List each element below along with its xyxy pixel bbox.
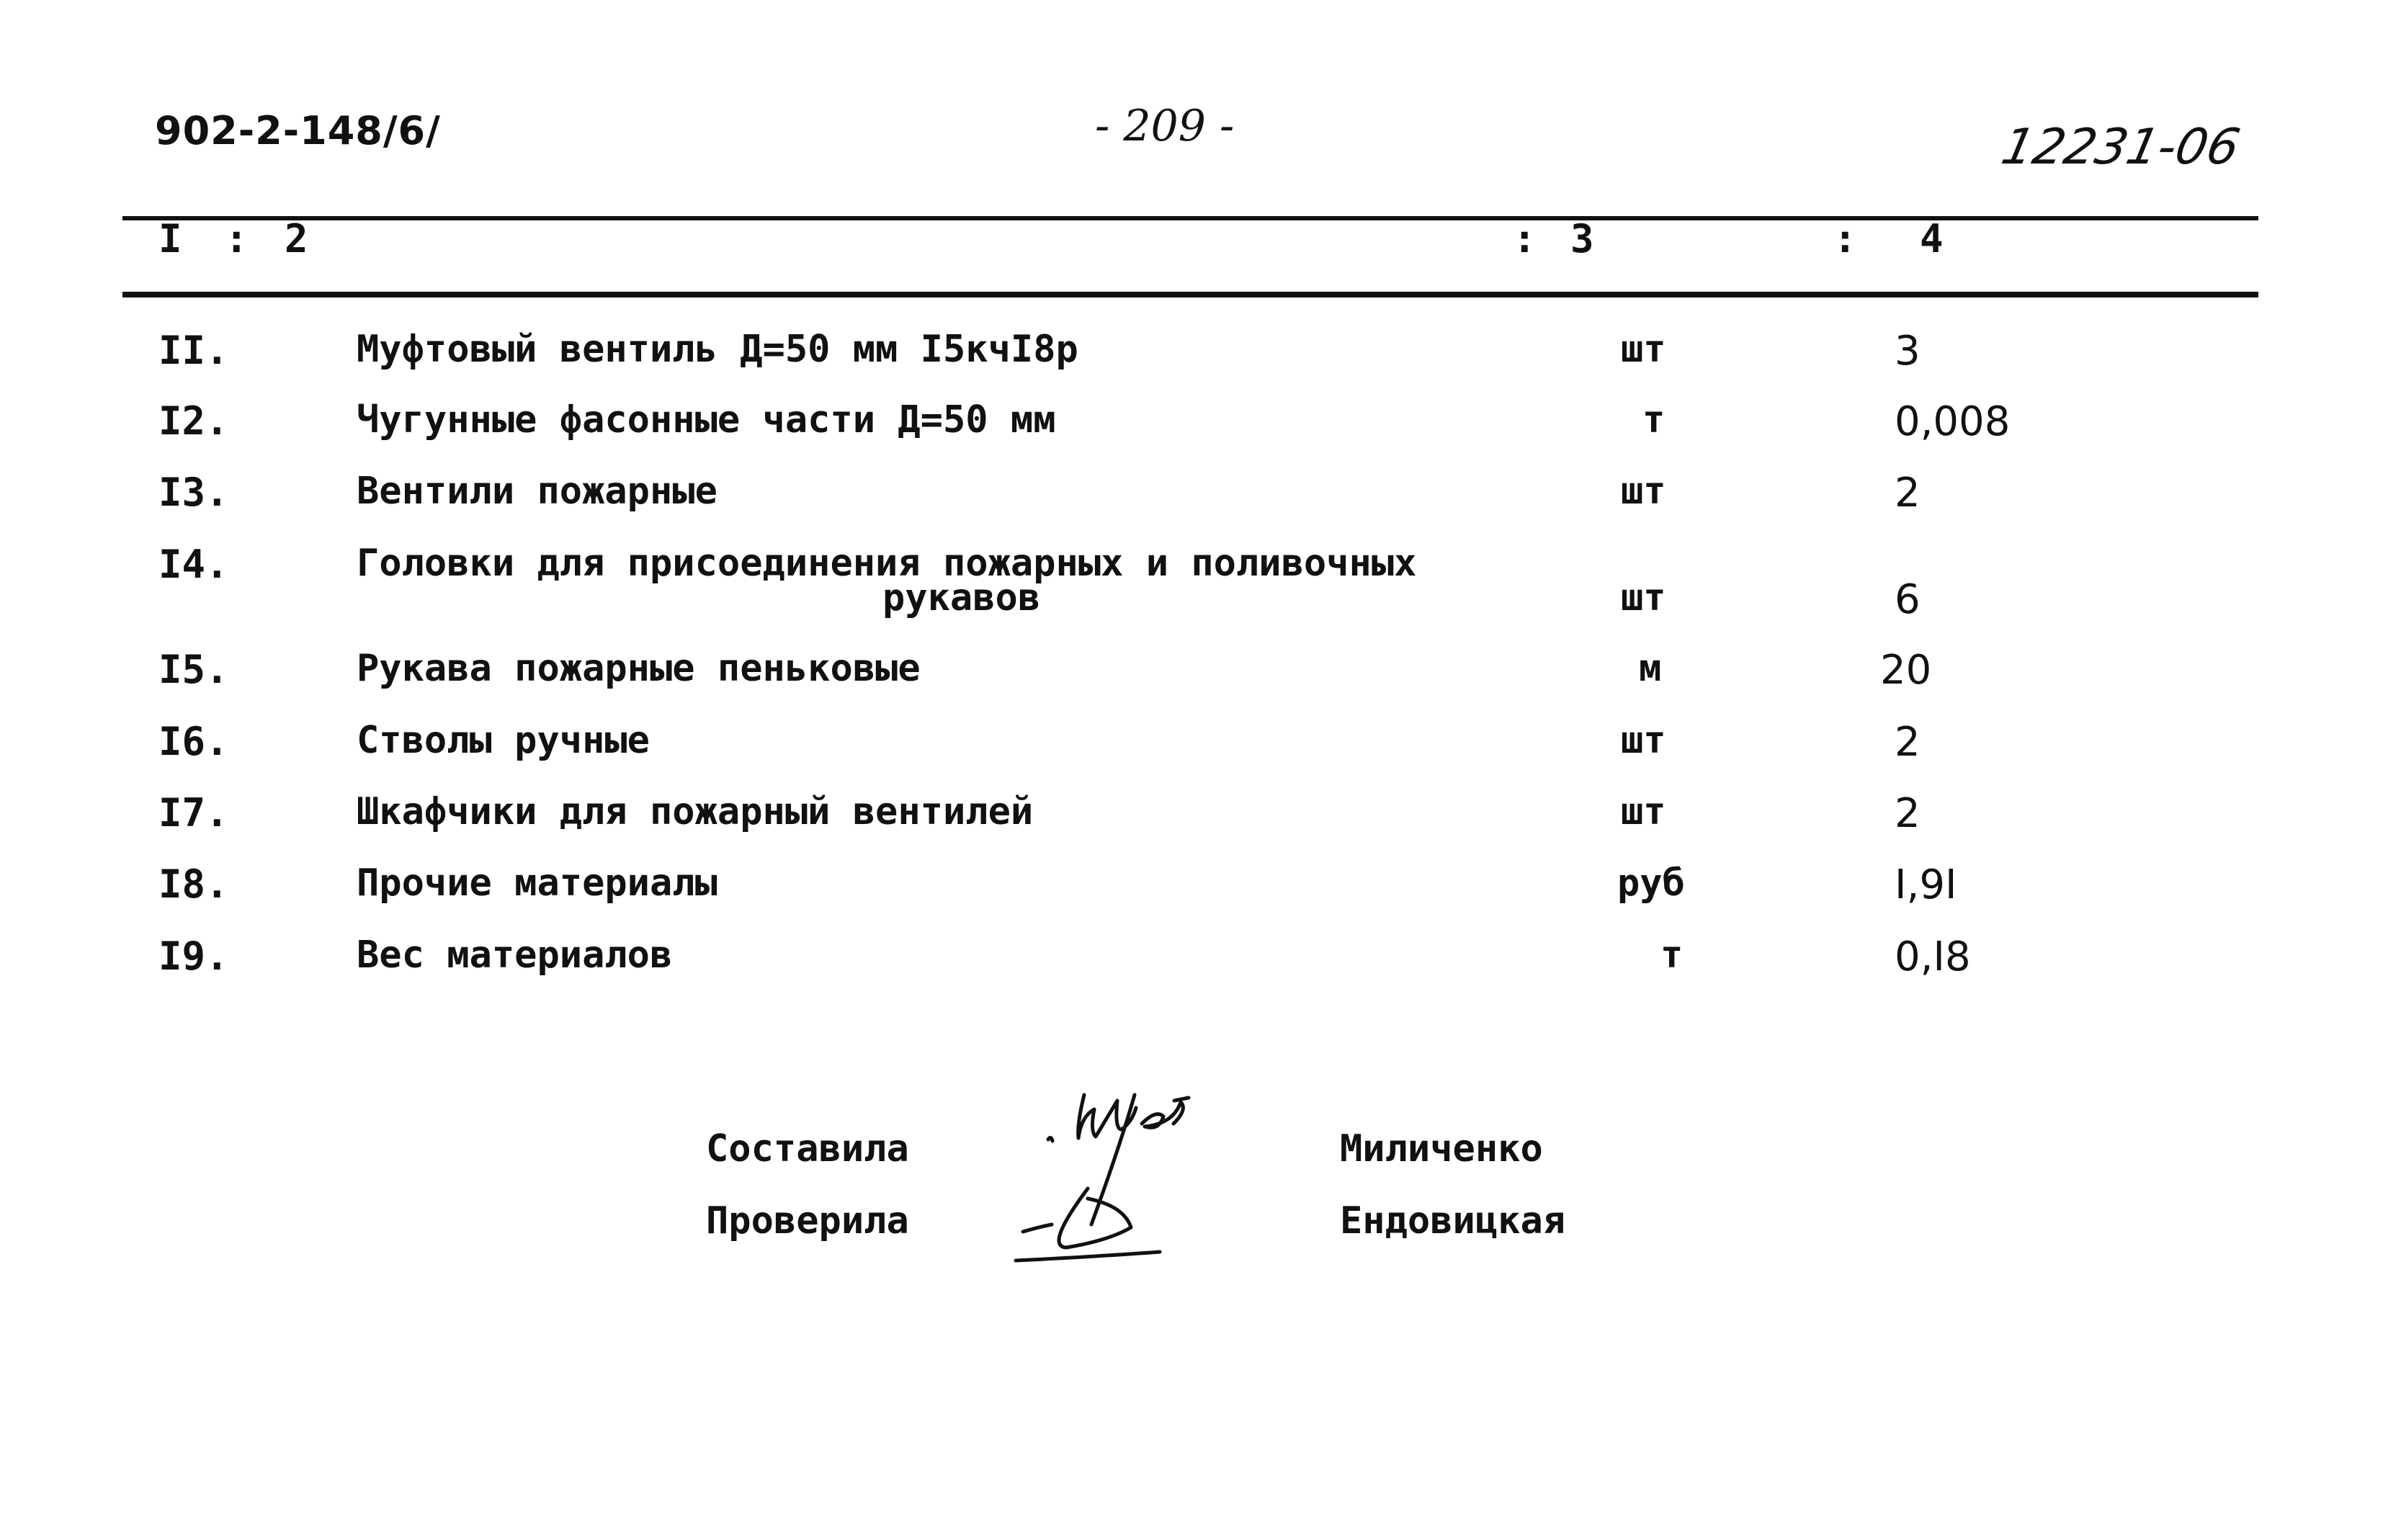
row-name: Стволы ручные [357, 719, 650, 762]
row-number: I2. [158, 398, 229, 444]
column-separator: : [225, 216, 249, 261]
row-name: Прочие материалы [357, 861, 717, 905]
page-number: - 209 - [1095, 101, 1235, 151]
row-number: I3. [158, 470, 229, 515]
row-unit: т [1642, 398, 1666, 442]
document-code: 902-2-148/6/ [155, 108, 441, 153]
row-name: Вентили пожарные [357, 470, 717, 513]
row-number: I8. [158, 861, 229, 907]
row-quantity: 2 [1895, 719, 1921, 766]
row-name: Головки для присоединения пожарных и поливочных [357, 542, 1417, 585]
checked-by-label: Проверила [706, 1199, 909, 1243]
checked-by-name: Ендовицкая [1340, 1199, 1566, 1243]
column-separator: : [1833, 216, 1857, 261]
column-header-3: 3 [1570, 216, 1594, 261]
compiled-by-name: Миличенко [1340, 1127, 1543, 1170]
row-quantity: 2 [1895, 790, 1921, 837]
column-separator: : [1513, 216, 1537, 261]
row-name: Чугунные фасонные части Д=50 мм [357, 398, 1056, 442]
column-header-2: 2 [285, 216, 308, 261]
row-name: Вес материалов [357, 934, 673, 977]
compiled-by-label: Составила [706, 1127, 909, 1170]
row-unit: шт [1621, 470, 1666, 513]
row-number: I7. [158, 790, 229, 836]
row-number: I6. [158, 719, 229, 764]
row-name: Муфтовый вентиль Д=50 мм I5кчI8р [357, 328, 1078, 371]
row-quantity: 6 [1895, 576, 1921, 623]
row-quantity: I,9I [1895, 861, 1957, 908]
row-unit: шт [1621, 790, 1666, 833]
row-number: I5. [158, 647, 229, 692]
row-number: II. [158, 328, 229, 373]
column-header-1: I [158, 216, 182, 261]
row-name: Шкафчики для пожарный вентилей [357, 790, 1034, 833]
row-name: Рукава пожарные пеньковые [357, 647, 921, 690]
row-unit: м [1639, 647, 1662, 690]
table-header-rule [122, 292, 2258, 297]
row-unit: шт [1621, 719, 1666, 762]
row-quantity: 20 [1880, 647, 1932, 694]
archive-number: 12231-06 [1996, 119, 2245, 176]
row-quantity: 0,008 [1895, 398, 2011, 445]
row-unit: шт [1621, 576, 1666, 619]
row-unit: руб [1617, 861, 1685, 905]
handwritten-signature [1001, 1080, 1261, 1289]
row-quantity: 3 [1895, 328, 1921, 375]
row-name-continued: рукавов [882, 576, 1041, 619]
column-header-4: 4 [1920, 216, 1944, 261]
row-unit: шт [1621, 328, 1666, 371]
row-quantity: 2 [1895, 470, 1921, 516]
row-unit: т [1660, 934, 1684, 977]
row-quantity: 0,I8 [1895, 934, 1971, 980]
row-number: I9. [158, 934, 229, 979]
row-number: I4. [158, 542, 229, 587]
